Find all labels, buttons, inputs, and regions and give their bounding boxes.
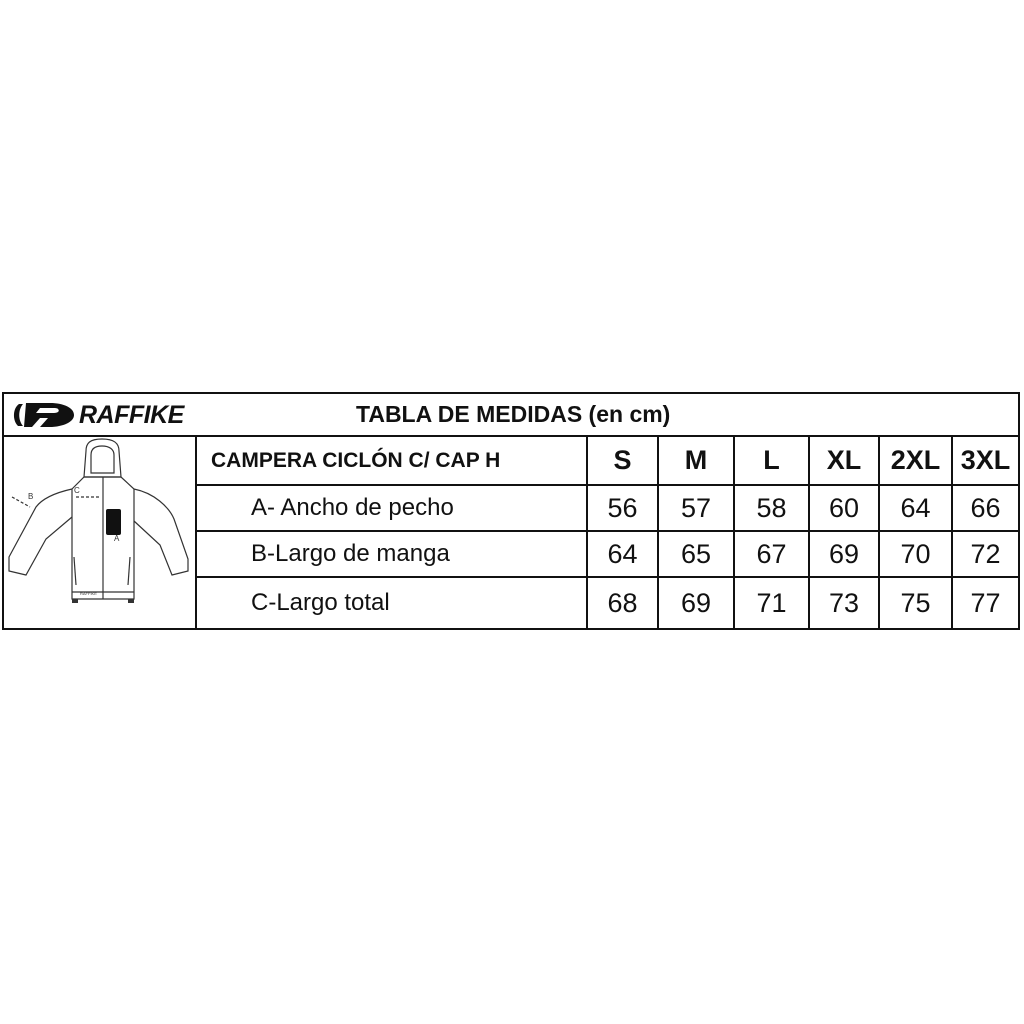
table-row — [197, 531, 1018, 577]
table-cell: 73 — [809, 577, 879, 628]
size-m: M — [658, 437, 734, 485]
table-cell: 70 — [879, 531, 952, 577]
table-cell: 65 — [658, 531, 734, 577]
svg-text:RAFFIKE: RAFFIKE — [80, 591, 97, 596]
size-xl: XL — [809, 437, 879, 485]
table-cell: 56 — [587, 485, 658, 531]
table-cell: 57 — [658, 485, 734, 531]
table-cell: 71 — [734, 577, 809, 628]
size-3xl: 3XL — [952, 437, 1018, 485]
brand-logo — [10, 399, 184, 431]
row-label-sleeve-length: B-Largo de manga — [197, 531, 587, 577]
size-chart — [2, 392, 1020, 630]
table-cell: 67 — [734, 531, 809, 577]
diagram-label-c: C — [74, 486, 80, 495]
table-cell: 60 — [809, 485, 879, 531]
table-cell: 75 — [879, 577, 952, 628]
brand-name: RAFFIKE — [79, 400, 184, 429]
table-row — [197, 485, 1018, 531]
table-cell: 68 — [587, 577, 658, 628]
size-s: S — [587, 437, 658, 485]
size-2xl: 2XL — [879, 437, 952, 485]
table-cell: 58 — [734, 485, 809, 531]
table-cell: 77 — [970, 587, 1001, 618]
table-cell: 64 — [587, 531, 658, 577]
table-cell: 69 — [809, 531, 879, 577]
raffike-swoosh-logo-icon — [10, 400, 76, 430]
hooded-jacket-diagram-icon — [4, 437, 193, 624]
row-label-chest-width: A- Ancho de pecho — [197, 485, 587, 531]
table-cell: 66 — [952, 485, 1018, 531]
size-l: L — [734, 437, 809, 485]
product-name: CAMPERA CICLÓN C/ CAP H — [197, 437, 587, 485]
diagram-label-a: A — [114, 534, 120, 543]
table-cell: 64 — [879, 485, 952, 531]
table-cell: 69 — [658, 577, 734, 628]
diagram-label-b: B — [28, 492, 34, 501]
table-cell: 72 — [952, 531, 1018, 577]
size-table — [197, 437, 1018, 628]
table-title: TABLA DE MEDIDAS (en cm) — [356, 401, 671, 427]
size-header-row — [197, 437, 1018, 485]
jacket-illustration — [4, 437, 197, 628]
row-label-total-length: C-Largo total — [197, 577, 587, 628]
table-row — [197, 577, 1018, 628]
chart-header — [4, 394, 1018, 437]
